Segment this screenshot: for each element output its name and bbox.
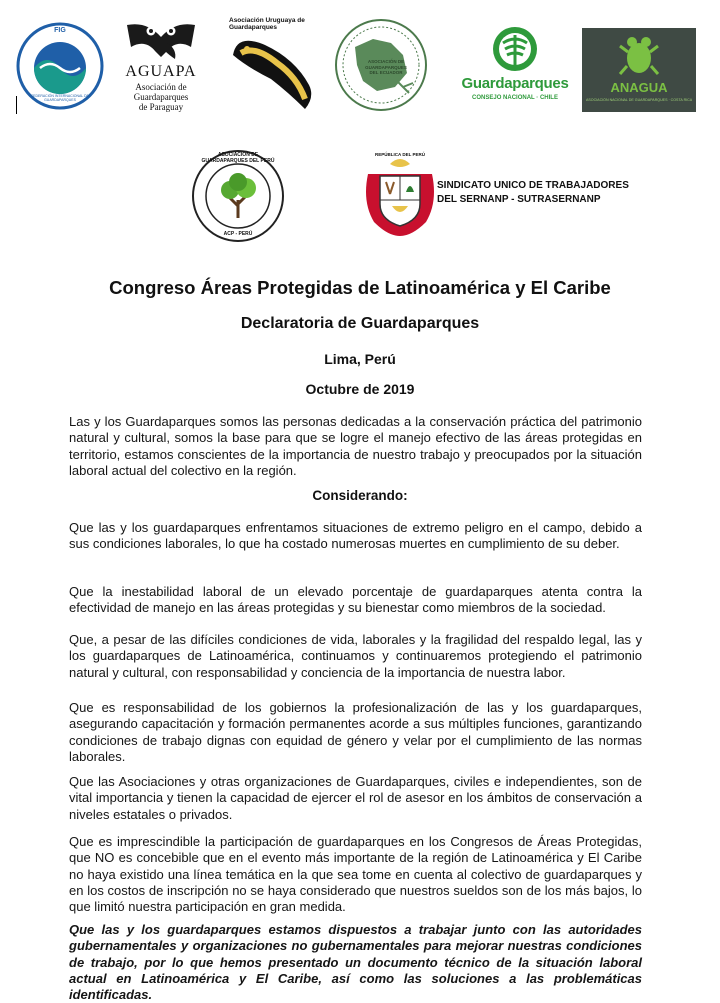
crest-text: REPÚBLICA DEL PERÚ bbox=[374, 152, 425, 157]
intro-paragraph bbox=[69, 414, 642, 479]
fig-logo bbox=[16, 22, 104, 110]
point-text: Que, a pesar de las difíciles condiciones de vida, laborales y la fragilidad del respaldo legal, las y los guardaparques de Latinoamérica, continuamos y continuaremos protegiendo el patrimonio natural y cultural, con responsabilidad y conciencia de la importancia de nuestra labor. bbox=[69, 632, 642, 680]
aguapa-line-3: de Paraguay bbox=[138, 102, 184, 112]
fig-top-text: FIG bbox=[54, 27, 66, 34]
point-text: Que es imprescindible la participación de guardaparques en los Congresos de Áreas Protegidas, que NO es concebible que en el evento más importante de la región de Latinoamérica y El Caribe no haya existido una línea temática en la que sea tome en cuenta al colectivo de guardaparques y en los costos de inscripción no se haya considerado que nuestros sueldos son de los más bajos, lo que limitó nuestra participación en gran medida. bbox=[69, 834, 642, 915]
acp-peru-logo bbox=[190, 148, 286, 244]
document-place: Lima, Perú bbox=[324, 351, 396, 367]
ecuador-text: ASOCIACIÓN DE GUARDAPARQUES DEL ECUADOR bbox=[365, 59, 407, 75]
point-2 bbox=[69, 584, 642, 617]
aguapa-line-2: Guardaparques bbox=[133, 92, 189, 102]
final-paragraph bbox=[69, 922, 642, 1003]
document-title: Congreso Áreas Protegidas de Latinoamérica y El Caribe bbox=[109, 277, 611, 298]
point-5 bbox=[69, 774, 642, 823]
point-text: Que es responsabilidad de los gobiernos la profesionalización de las y los guardaparques, asegurando capacitación y formación permanentes acorde a sus múltiples funciones, garantizando condiciones de trabajo dignas con equidad de género y velar por el cumplimiento de las normas laborales. bbox=[69, 700, 642, 764]
document-subtitle: Declaratoria de Guardaparques bbox=[240, 315, 480, 332]
point-text: Que las y los guardaparques enfrentamos situaciones de extremo peligro en el campo, debido a sus condiciones laborales, lo que ha costado numerosas muertes en cumplimiento de su deber. bbox=[69, 520, 642, 552]
point-3 bbox=[69, 632, 642, 681]
final-text: Que las y los guardaparques estamos dispuestos a trabajar junto con las autoridades gubernamentales y organizaciones no gubernamentales para mejorar nuestras condiciones de trabajo, por lo que hemos presentado un documento técnico de la situación laboral actual en Latinoamérica y El Caribe, así como las soluciones a las problemáticas identificadas. bbox=[69, 922, 642, 1003]
fig-ring-text: FEDERACIÓN INTERNACIONAL DE GUARDAPARQUES bbox=[30, 94, 90, 102]
point-text: Que la inestabilidad laboral de un elevado porcentaje de guardaparques atenta contra la efectividad de manejo en las áreas protegidas y su bienestar como miembros de la sociedad. bbox=[69, 584, 642, 616]
peru-crest-logo bbox=[360, 152, 440, 238]
point-6 bbox=[69, 834, 642, 915]
chile-sub: CONSEJO NACIONAL · CHILE bbox=[472, 95, 558, 101]
ecuador-logo bbox=[333, 17, 429, 113]
considering-heading: Considerando: bbox=[312, 488, 408, 503]
anagua-logo bbox=[582, 28, 696, 112]
chile-name: Guardaparques bbox=[461, 75, 569, 92]
uruguay-ring-text: Asociación Uruguaya de Guardaparques bbox=[229, 17, 305, 31]
point-1 bbox=[69, 520, 642, 553]
acp-ring-text: ASOCIACIÓN DE GUARDAPARQUES DEL PERÚ bbox=[201, 152, 275, 164]
intro-text: Las y los Guardaparques somos las personas dedicadas a la conservación práctica del patrimonio natural y cultural, somos la base para que se logre el manejo efectivo de las áreas protegidas en territorio, estamos conscientes de la importancia de nuestro trabajo y preocupados por la situación laboral actual del colectivo en la región. bbox=[69, 414, 642, 478]
aguapa-line-1: Asociación de bbox=[135, 82, 187, 92]
document-date: Octubre de 2019 bbox=[305, 381, 415, 397]
sernanp-line-2: DEL SERNANP - SUTRASERNANP bbox=[437, 194, 601, 205]
anagua-name: ANAGUA bbox=[610, 80, 668, 95]
point-text: Que las Asociaciones y otras organizaciones de Guardaparques, civiles e independientes, son de vital importancia y tienen la capacidad de ejercer el rol de asesor en los ámbitos de conservación a niveles estatales o privados. bbox=[69, 774, 642, 822]
point-4 bbox=[69, 700, 642, 765]
chile-logo bbox=[456, 25, 574, 110]
acp-bottom-text: ACP - PERÚ bbox=[223, 231, 253, 237]
sernanp-line-1: SINDICATO UNICO DE TRABAJADORES bbox=[437, 180, 629, 191]
anagua-sub: ASOCIACIÓN NACIONAL DE GUARDAPARQUES · COSTA RICA bbox=[586, 98, 692, 102]
aguapa-logo bbox=[117, 17, 205, 112]
aguapa-name: AGUAPA bbox=[125, 63, 197, 80]
uruguay-logo bbox=[225, 15, 322, 112]
